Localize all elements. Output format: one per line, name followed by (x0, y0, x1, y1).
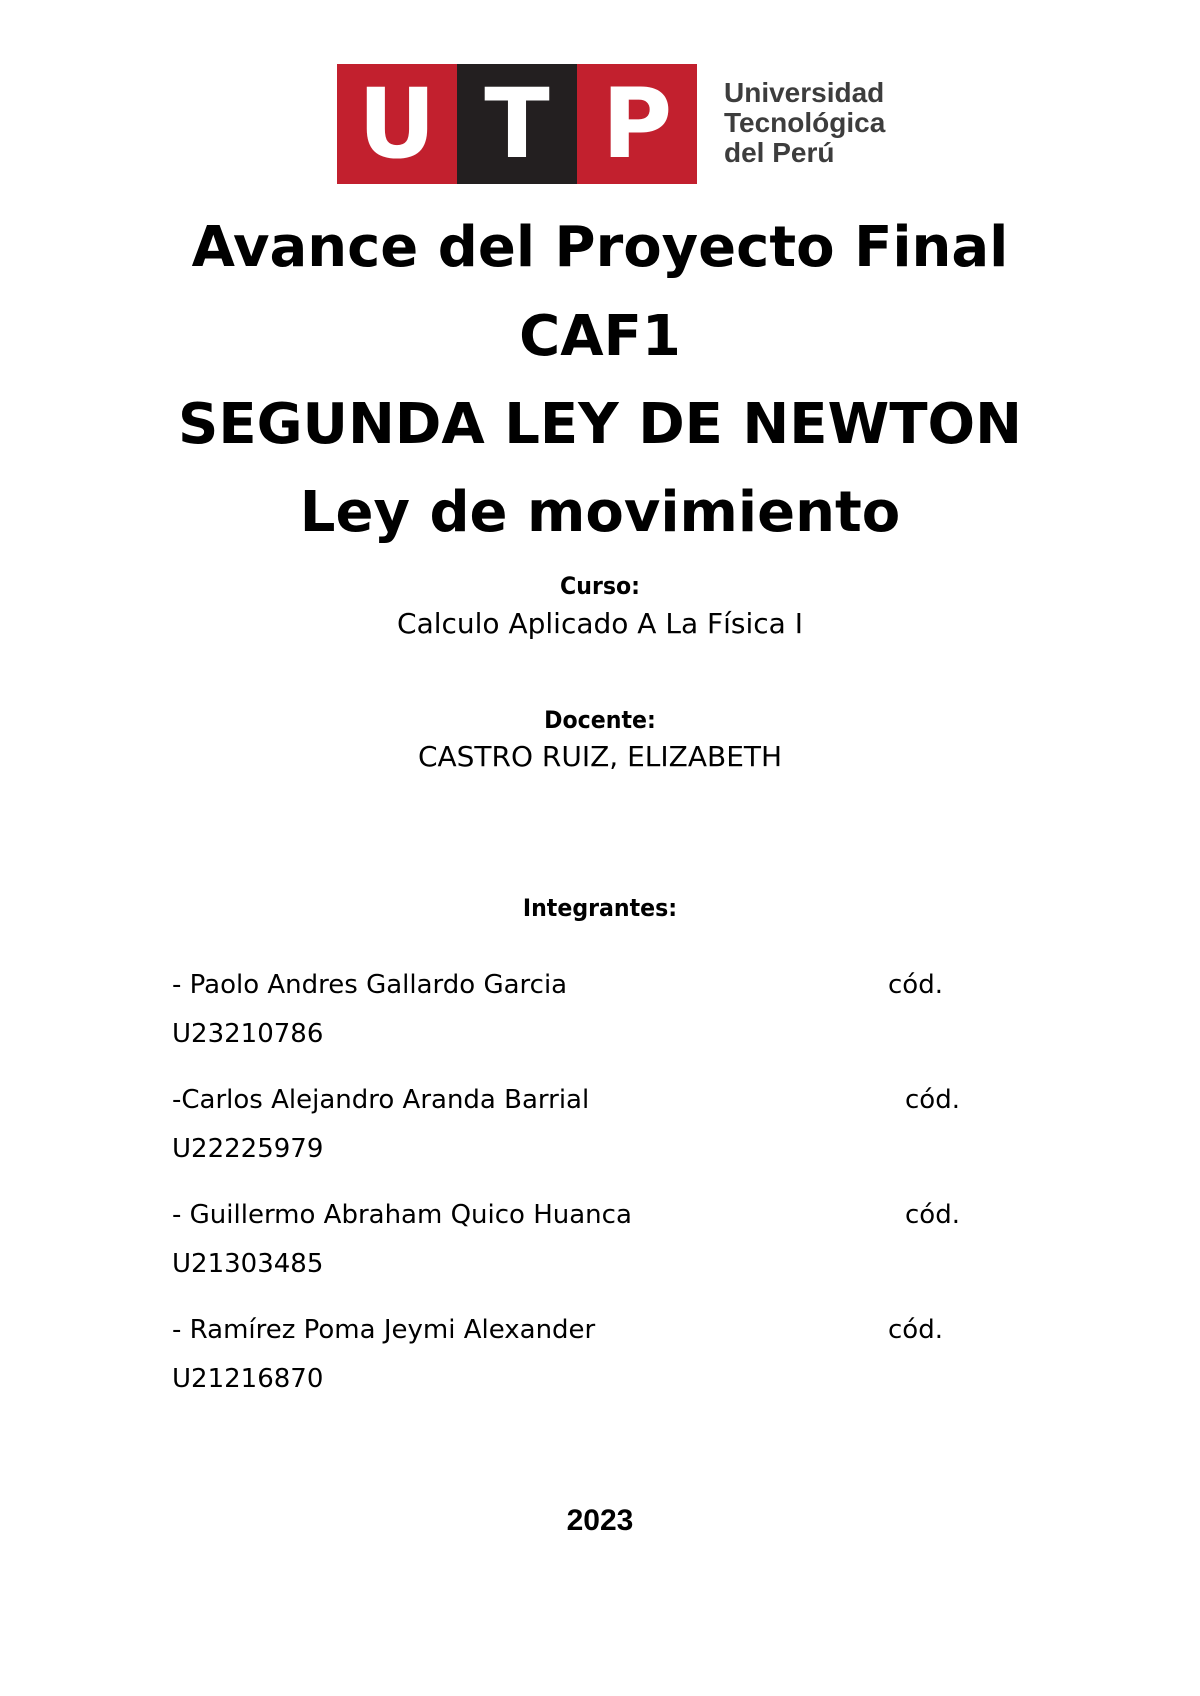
logo-university-name (724, 78, 885, 168)
document-year: 2023 (566, 1504, 634, 1537)
logo-letter-p: P (577, 64, 697, 184)
logo-letter-blocks (337, 64, 697, 184)
member-item (172, 970, 1032, 1070)
title-line-1: Avance del Proyecto Final (191, 215, 1009, 280)
course-value: Calculo Aplicado A La Física I (397, 607, 803, 640)
logo-name-line-2: Tecnológica (724, 107, 886, 138)
member-code: U21216870 (172, 1364, 324, 1394)
member-code: U23210786 (172, 1019, 324, 1049)
title-line-2: CAF1 (519, 304, 681, 369)
member-item (172, 1200, 1032, 1300)
title-line-3: SEGUNDA LEY DE NEWTON (178, 392, 1022, 457)
logo-name-line-3: del Perú (724, 137, 835, 168)
teacher-value: CASTRO RUIZ, ELIZABETH (417, 740, 783, 773)
member-code: U21303485 (172, 1249, 324, 1279)
member-code-label: cód. (888, 970, 943, 1000)
member-name: - Paolo Andres Gallardo Garcia (172, 970, 568, 1000)
member-code-label: cód. (905, 1085, 960, 1115)
member-name: - Ramírez Poma Jeymi Alexander (172, 1315, 596, 1345)
member-item (172, 1085, 1032, 1185)
member-name: -Carlos Alejandro Aranda Barrial (172, 1085, 590, 1115)
member-code-label: cód. (888, 1315, 943, 1345)
course-label: Curso: (560, 572, 640, 600)
member-code-label: cód. (905, 1200, 960, 1230)
logo-letter-u: U (337, 64, 457, 184)
teacher-label: Docente: (544, 706, 656, 734)
member-item (172, 1315, 1032, 1415)
logo-name-line-1: Universidad (724, 77, 885, 108)
member-name: - Guillermo Abraham Quico Huanca (172, 1200, 632, 1230)
member-code: U22225979 (172, 1134, 324, 1164)
utp-logo (337, 64, 897, 184)
members-label: Integrantes: (522, 894, 678, 922)
logo-letter-t: T (457, 64, 577, 184)
title-line-4: Ley de movimiento (299, 480, 901, 545)
